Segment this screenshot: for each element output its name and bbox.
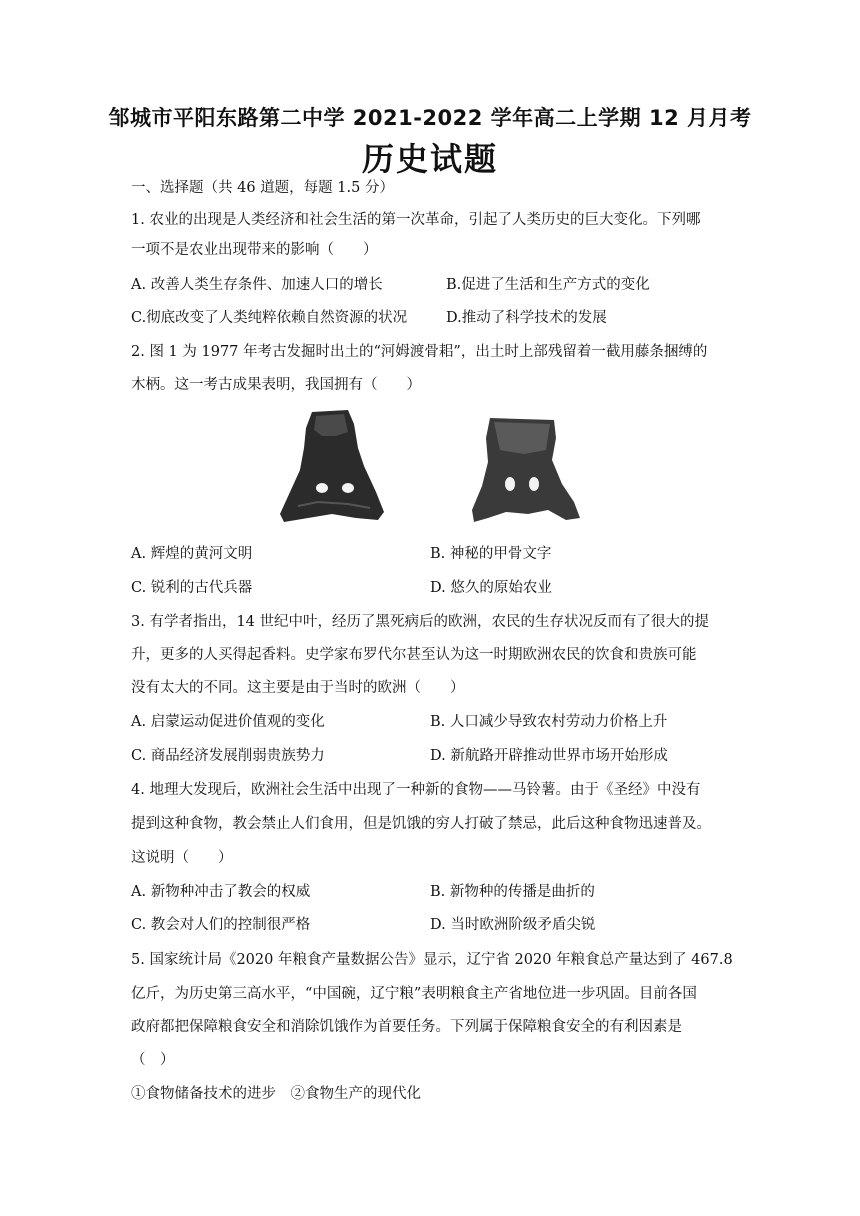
q2-option-a: A. 辉煌的黄河文明: [131, 546, 253, 562]
q4-option-a: A. 新物种冲击了教会的权威: [131, 884, 311, 900]
bone-spade-image-left: [278, 408, 388, 524]
q4-stem-line-1: 4. 地理大发现后，欧洲社会生活中出现了一种新的食物——马铃薯。由于《圣经》中没有: [131, 782, 701, 798]
q4-option-d: D. 当时欧洲阶级矛盾尖锐: [430, 917, 596, 933]
exam-title: 邹城市平阳东路第二中学 2021-2022 学年高二上学期 12 月月考: [108, 106, 752, 130]
q2-stem-line-2: 木柄。这一考古成果表明，我国拥有（ ）: [131, 377, 421, 393]
q3-stem-line-1: 3. 有学者指出，14 世纪中叶，经历了黑死病后的欧洲，农民的生存状况反而有了很大的提: [131, 614, 709, 630]
q1-stem-line-1: 1. 农业的出现是人类经济和社会生活的第一次革命，引起了人类历史的巨大变化。下列哪: [131, 212, 701, 228]
q3-option-d: D. 新航路开辟推动世界市场开始形成: [430, 748, 668, 764]
q2-option-b: B. 神秘的甲骨文字: [430, 546, 552, 562]
q3-option-b: B. 人口减少导致农村劳动力价格上升: [430, 714, 668, 730]
q5-stem-line-3: 政府都把保障粮食安全和消除饥饿作为首要任务。下列属于保障粮食安全的有利因素是: [131, 1019, 682, 1035]
q2-stem-line-1: 2. 图 1 为 1977 年考古发掘时出土的“河姆渡骨耜”，出土时上部残留着一截用藤条捆缚的: [131, 344, 708, 360]
q1-option-d: D.推动了科学技术的发展: [446, 310, 607, 326]
bone-spade-image-right: [470, 414, 582, 526]
q4-stem-line-2: 提到这种食物，教会禁止人们食用，但是饥饿的穷人打破了禁忌，此后这种食物迅速普及。: [131, 816, 711, 832]
q3-stem-line-2: 升，更多的人买得起香料。史学家布罗代尔甚至认为这一时期欧洲农民的饮食和贵族可能: [131, 647, 697, 663]
q3-stem-line-3: 没有太大的不同。这主要是由于当时的欧洲（ ）: [131, 680, 465, 696]
q3-option-c: C. 商品经济发展削弱贵族势力: [131, 748, 325, 764]
exam-subtitle: 历史试题: [361, 140, 498, 178]
q4-stem-line-3: 这说明（ ）: [131, 850, 233, 866]
q5-stem-line-4: （ ）: [131, 1052, 175, 1068]
q4-option-b: B. 新物种的传播是曲折的: [430, 884, 595, 900]
q3-option-a: A. 启蒙运动促进价值观的变化: [131, 714, 325, 730]
q2-option-d: D. 悠久的原始农业: [430, 580, 552, 596]
q1-option-c: C.彻底改变了人类纯粹依赖自然资源的状况: [131, 310, 408, 326]
q2-option-c: C. 锐利的古代兵器: [131, 580, 253, 596]
q5-item-1: ①食物储备技术的进步 ②食物生产的现代化: [131, 1086, 421, 1102]
q5-stem-line-2: 亿斤，为历史第三高水平，“中国碗，辽宁粮”表明粮食主产省地位进一步巩固。目前各国: [131, 986, 697, 1002]
q4-option-c: C. 教会对人们的控制很严格: [131, 917, 311, 933]
q1-option-b: B.促进了生活和生产方式的变化: [446, 277, 650, 293]
q1-option-a: A. 改善人类生存条件、加速人口的增长: [131, 277, 383, 293]
q1-stem-line-2: 一项不是农业出现带来的影响（ ）: [131, 242, 378, 258]
section-heading: 一、选择题（共 46 道题，每题 1.5 分）: [131, 180, 394, 196]
q5-stem-line-1: 5. 国家统计局《2020 年粮食产量数据公告》显示，辽宁省 2020 年粮食总产量达到了 467.8: [131, 952, 733, 968]
